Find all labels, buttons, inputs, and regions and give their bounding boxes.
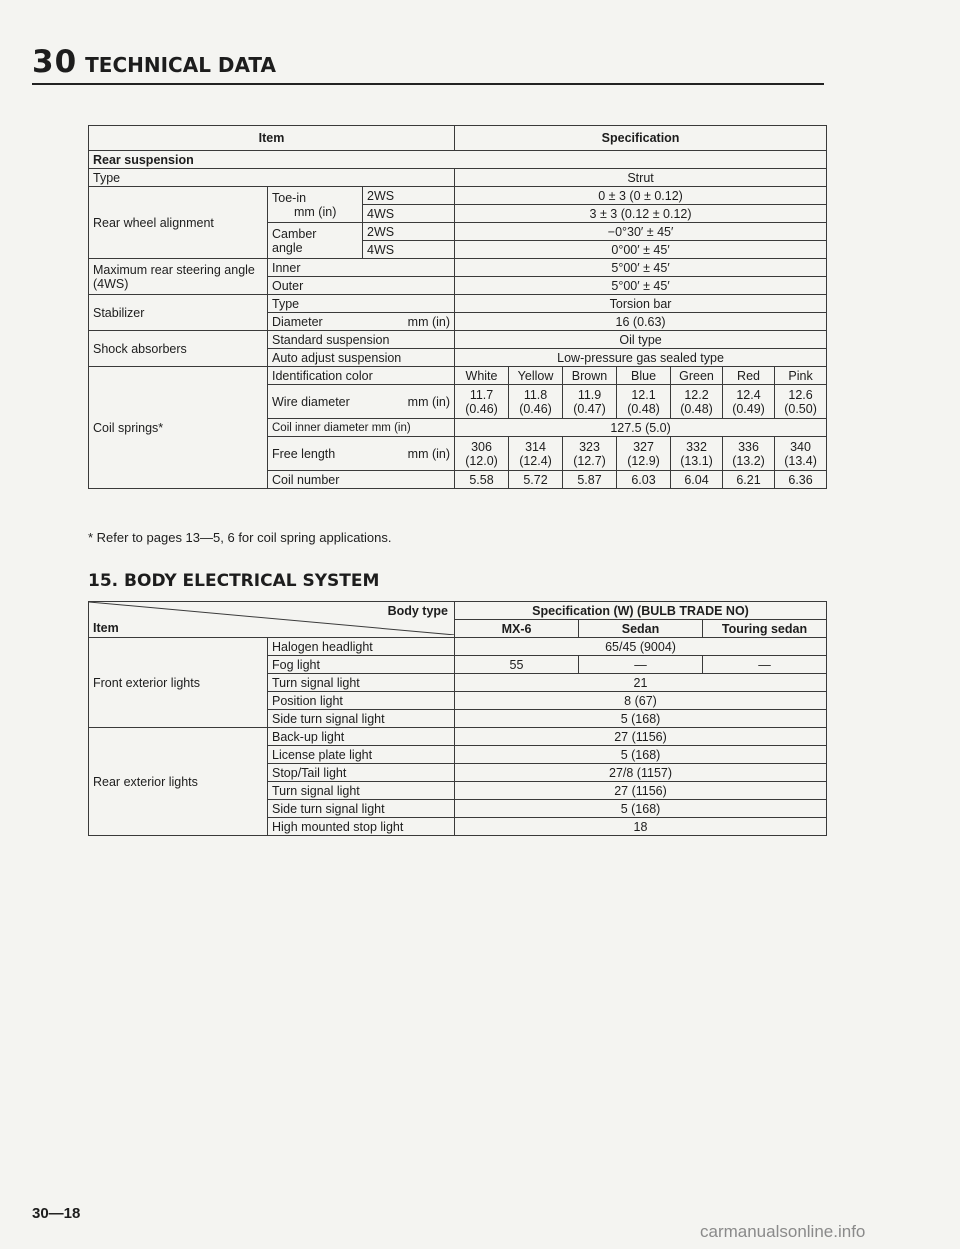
table-row-label: Turn signal light <box>268 782 455 800</box>
inner-value: 5°00′ ± 45′ <box>455 259 827 277</box>
toe-in-label: Toe-in mm (in) <box>268 187 363 223</box>
free-length-cell: 327 (12.9) <box>617 437 671 471</box>
toe-4ws-label: 4WS <box>363 205 455 223</box>
coil-number-cell: 5.72 <box>509 471 563 489</box>
table-row-value: 27 (1156) <box>455 728 827 746</box>
spec-header: Specification (W) (BULB TRADE NO) <box>455 602 827 620</box>
front-exterior-lights-label: Front exterior lights <box>89 638 268 728</box>
outer-value: 5°00′ ± 45′ <box>455 277 827 295</box>
table-row-value: 21 <box>455 674 827 692</box>
camber-4ws-label: 4WS <box>363 241 455 259</box>
table-row-label: Side turn signal light <box>268 800 455 818</box>
body-electrical-table <box>88 601 827 836</box>
header-rule <box>32 83 824 85</box>
free-length-cell: 323 (12.7) <box>563 437 617 471</box>
table-row-label: Side turn signal light <box>268 710 455 728</box>
footnote: * Refer to pages 13—5, 6 for coil spring applications. <box>88 530 392 545</box>
rear-suspension-table <box>88 125 827 489</box>
auto-adjust-label: Auto adjust suspension <box>268 349 455 367</box>
standard-suspension-value: Oil type <box>455 331 827 349</box>
table-row-value: 5 (168) <box>455 710 827 728</box>
table-row-label: High mounted stop light <box>268 818 455 836</box>
wire-diameter-cell: 12.1 (0.48) <box>617 385 671 419</box>
wire-diameter-cell: 12.6 (0.50) <box>775 385 827 419</box>
fog-mx6-value: 55 <box>455 656 579 674</box>
camber-4ws-value: 0°00′ ± 45′ <box>455 241 827 259</box>
table-row-label: Fog light <box>268 656 455 674</box>
header-item: Item <box>89 126 455 151</box>
table-row-label: Stop/Tail light <box>268 764 455 782</box>
table-row-value: 27/8 (1157) <box>455 764 827 782</box>
outer-label: Outer <box>268 277 455 295</box>
color-cell: Blue <box>617 367 671 385</box>
table-row-label: License plate light <box>268 746 455 764</box>
page-number: 30—18 <box>32 1205 81 1222</box>
camber-2ws-label: 2WS <box>363 223 455 241</box>
table-row-value: 27 (1156) <box>455 782 827 800</box>
toe-4ws-value: 3 ± 3 (0.12 ± 0.12) <box>455 205 827 223</box>
page-header <box>32 44 827 80</box>
body-type-label: Body type <box>387 604 448 618</box>
free-length-cell: 332 (13.1) <box>671 437 723 471</box>
coil-inner-diameter-label: Coil inner diameter mm (in) <box>268 419 455 437</box>
table-row-label: Back-up light <box>268 728 455 746</box>
stabilizer-diameter-value: 16 (0.63) <box>455 313 827 331</box>
col-sedan: Sedan <box>579 620 703 638</box>
section-heading: 15. BODY ELECTRICAL SYSTEM <box>88 571 380 591</box>
coil-number-cell: 6.36 <box>775 471 827 489</box>
rear-exterior-lights-label: Rear exterior lights <box>89 728 268 836</box>
coil-number-cell: 5.87 <box>563 471 617 489</box>
free-length-label: Free length mm (in) <box>268 437 455 471</box>
table-row-label: Halogen headlight <box>268 638 455 656</box>
header-specification: Specification <box>455 126 827 151</box>
col-touring-sedan: Touring sedan <box>703 620 827 638</box>
type-value: Strut <box>455 169 827 187</box>
free-length-cell: 336 (13.2) <box>723 437 775 471</box>
coil-number-label: Coil number <box>268 471 455 489</box>
color-cell: Red <box>723 367 775 385</box>
table-row-value: 5 (168) <box>455 800 827 818</box>
free-length-cell: 306 (12.0) <box>455 437 509 471</box>
fog-touring-value: — <box>703 656 827 674</box>
col-mx6: MX-6 <box>455 620 579 638</box>
wire-diameter-cell: 12.4 (0.49) <box>723 385 775 419</box>
wire-diameter-cell: 12.2 (0.48) <box>671 385 723 419</box>
color-cell: Yellow <box>509 367 563 385</box>
item-label: Item <box>93 621 119 635</box>
coil-springs-label: Coil springs* <box>89 367 268 489</box>
table-row-label: Turn signal light <box>268 674 455 692</box>
type-label: Type <box>89 169 455 187</box>
wire-diameter-cell: 11.9 (0.47) <box>563 385 617 419</box>
stabilizer-label: Stabilizer <box>89 295 268 331</box>
table-row-value: 65/45 (9004) <box>455 638 827 656</box>
color-cell: White <box>455 367 509 385</box>
watermark: carmanualsonline.info <box>700 1222 866 1241</box>
table-row-label: Position light <box>268 692 455 710</box>
wire-diameter-cell: 11.8 (0.46) <box>509 385 563 419</box>
body-type-item-header <box>89 602 455 638</box>
stabilizer-type-value: Torsion bar <box>455 295 827 313</box>
camber-label: Camber angle <box>268 223 363 259</box>
wire-diameter-label: Wire diameter mm (in) <box>268 385 455 419</box>
chapter-number: 30 <box>32 44 78 80</box>
table-row-value: 18 <box>455 818 827 836</box>
coil-inner-diameter-value: 127.5 (5.0) <box>455 419 827 437</box>
free-length-cell: 314 (12.4) <box>509 437 563 471</box>
coil-number-cell: 6.21 <box>723 471 775 489</box>
max-steering-label: Maximum rear steering angle (4WS) <box>89 259 268 295</box>
shock-absorbers-label: Shock absorbers <box>89 331 268 367</box>
fog-sedan-value: — <box>579 656 703 674</box>
camber-2ws-value: −0°30′ ± 45′ <box>455 223 827 241</box>
toe-2ws-value: 0 ± 3 (0 ± 0.12) <box>455 187 827 205</box>
stabilizer-diameter-label: Diameter mm (in) <box>268 313 455 331</box>
wire-diameter-cell: 11.7 (0.46) <box>455 385 509 419</box>
standard-suspension-label: Standard suspension <box>268 331 455 349</box>
color-cell: Brown <box>563 367 617 385</box>
table-row-value: 8 (67) <box>455 692 827 710</box>
auto-adjust-value: Low-pressure gas sealed type <box>455 349 827 367</box>
chapter-title: TECHNICAL DATA <box>85 53 276 77</box>
identification-color-label: Identification color <box>268 367 455 385</box>
color-cell: Green <box>671 367 723 385</box>
color-cell: Pink <box>775 367 827 385</box>
inner-label: Inner <box>268 259 455 277</box>
rear-wheel-alignment-label: Rear wheel alignment <box>89 187 268 259</box>
free-length-cell: 340 (13.4) <box>775 437 827 471</box>
toe-2ws-label: 2WS <box>363 187 455 205</box>
coil-number-cell: 5.58 <box>455 471 509 489</box>
table-row-value: 5 (168) <box>455 746 827 764</box>
coil-number-cell: 6.03 <box>617 471 671 489</box>
coil-number-cell: 6.04 <box>671 471 723 489</box>
section-rear-suspension: Rear suspension <box>89 151 827 169</box>
stabilizer-type-label: Type <box>268 295 455 313</box>
